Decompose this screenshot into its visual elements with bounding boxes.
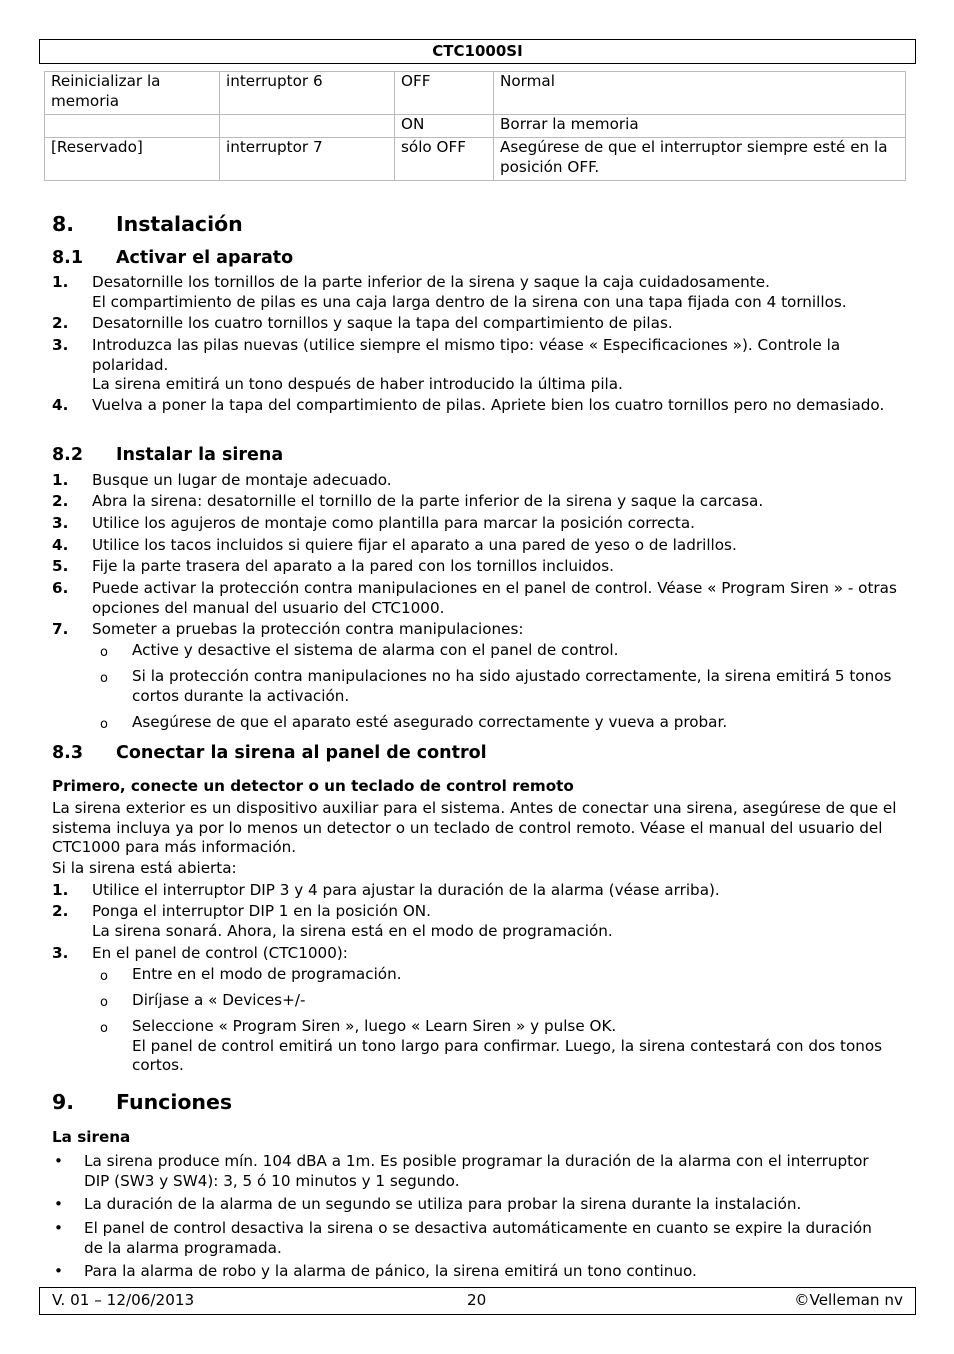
section-number: 8. (52, 212, 75, 236)
item-text: Desatornille los cuatro tornillos y saque la tapa del compartimiento de pilas. (92, 314, 673, 332)
item-number: 2. (52, 492, 69, 510)
item-text: El panel de control emitirá un tono largo para confirmar. Luego, la sirena contestará con dos tonos cortos. (132, 1036, 883, 1075)
subsection-number: 8.1 (52, 248, 84, 268)
sub-bullet-glyph: o (100, 645, 108, 660)
item-text: Utilice los tacos incluidos si quiere fijar el aparato a una pared de yeso o de ladrillos. (92, 536, 737, 554)
table-cell: interruptor 6 (220, 72, 395, 115)
item-text: Desatornille los tornillos de la parte inferior de la sirena y saque la caja cuidadosamente. (92, 273, 770, 291)
item-text: La sirena produce mín. 104 dBA a 1m. Es posible programar la duración de la alarma con el interruptor DIP (SW3 y SW4): 3, 5 ó 10 minutos y 1 segundo. (84, 1152, 869, 1190)
table-cell: Asegúrese de que el interruptor siempre esté en la posición OFF. (494, 138, 906, 181)
item-text: La sirena sonará. Ahora, la sirena está en el modo de programación. (92, 921, 613, 940)
table-cell: Reinicializar la memoria (45, 72, 220, 115)
item-number: 6. (52, 579, 69, 597)
footer-copyright: ©Velleman nv (794, 1291, 903, 1309)
paragraph-heading: Primero, conecte un detector o un teclado de control remoto (52, 777, 574, 795)
page-footer (39, 1287, 916, 1315)
table-cell (220, 115, 395, 138)
section-number: 9. (52, 1090, 75, 1114)
item-text: Si la protección contra manipulaciones no ha sido ajustado correctamente, la sirena emitirá 5 tonos cortos durante la activación. (132, 667, 892, 705)
table-row (45, 138, 906, 181)
subsection-title: Activar el aparato (116, 248, 294, 268)
item-number: 2. (52, 314, 69, 332)
item-number: 3. (52, 944, 69, 962)
item-number: 1. (52, 273, 69, 291)
item-text: El compartimiento de pilas es una caja larga dentro de la sirena con una tapa fijada con 4 tornillos. (92, 292, 847, 311)
item-text: La sirena emitirá un tono después de haber introducido la última pila. (92, 375, 623, 394)
paragraph: La sirena exterior es un dispositivo auxiliar para el sistema. Antes de conectar una sirena, asegúrese de que el sistema incluya ya por lo menos un detector o un teclado de control remoto. Véase el manual del usuario del CTC1000 para más información. (52, 799, 897, 857)
item-text: Introduzca las pilas nuevas (utilice siempre el mismo tipo: véase « Especificaciones »). Controle la polaridad. (92, 336, 841, 374)
table-row (45, 115, 906, 138)
table-cell: Normal (494, 72, 906, 115)
item-number: 4. (52, 536, 69, 554)
item-text: El panel de control desactiva la sirena o se desactiva automáticamente en cuanto se expire la duración de la alarma programada. (84, 1219, 872, 1257)
subsection-title: Conectar la sirena al panel de control (116, 743, 487, 763)
subsection-number: 8.2 (52, 445, 84, 465)
item-number: 1. (52, 471, 69, 489)
item-text: Utilice los agujeros de montaje como plantilla para marcar la posición correcta. (92, 514, 695, 532)
sub-bullet-glyph: o (100, 671, 108, 686)
section-title: Instalación (116, 212, 243, 236)
table-cell: [Reservado] (45, 138, 220, 181)
header-title: CTC1000SI (39, 39, 916, 64)
item-text: Someter a pruebas la protección contra manipulaciones: (92, 620, 524, 638)
item-text: Entre en el modo de programación. (132, 965, 402, 983)
table-row (45, 72, 906, 115)
item-text: En el panel de control (CTC1000): (92, 944, 348, 962)
section-title: Funciones (116, 1090, 233, 1114)
item-text: Asegúrese de que el aparato esté asegurado correctamente y vueva a probar. (132, 713, 728, 731)
footer-page-number: 20 (467, 1291, 487, 1309)
item-text: La duración de la alarma de un segundo se utiliza para probar la sirena durante la instalación. (84, 1195, 802, 1213)
sub-bullet-glyph: o (100, 995, 108, 1010)
item-text: Utilice el interruptor DIP 3 y 4 para ajustar la duración de la alarma (véase arriba). (92, 881, 720, 899)
table-cell: OFF (395, 72, 494, 115)
subsection-number: 8.3 (52, 743, 84, 763)
item-number: 4. (52, 396, 69, 414)
table-cell: Borrar la memoria (494, 115, 906, 138)
item-text: Abra la sirena: desatornille el tornillo de la parte inferior de la sirena y saque la carcasa. (92, 492, 764, 510)
item-text: Ponga el interruptor DIP 1 en la posición ON. (92, 902, 431, 920)
item-number: 2. (52, 902, 69, 920)
item-number: 1. (52, 881, 69, 899)
item-text: Busque un lugar de montaje adecuado. (92, 471, 392, 489)
item-text: Fije la parte trasera del aparato a la pared con los tornillos incluidos. (92, 557, 614, 575)
table-cell (45, 115, 220, 138)
item-text: Active y desactive el sistema de alarma con el panel de control. (132, 641, 619, 659)
subsection-title: Instalar la sirena (116, 445, 284, 465)
item-number: 7. (52, 620, 69, 638)
bullet-glyph: • (54, 1262, 63, 1280)
table-cell: ON (395, 115, 494, 138)
item-number: 5. (52, 557, 69, 575)
item-text: Vuelva a poner la tapa del compartimiento de pilas. Apriete bien los cuatro tornillos pero no demasiado. (92, 396, 885, 414)
item-text: Seleccione « Program Siren », luego « Learn Siren » y pulse OK. (132, 1017, 617, 1035)
footer-version: V. 01 – 12/06/2013 (52, 1291, 195, 1309)
bullet-glyph: • (54, 1152, 63, 1170)
paragraph: Si la sirena está abierta: (52, 859, 237, 877)
item-text: Diríjase a « Devices+/- (132, 991, 306, 1009)
item-number: 3. (52, 514, 69, 532)
bullet-glyph: • (54, 1219, 63, 1237)
sub-bullet-glyph: o (100, 969, 108, 984)
sub-bullet-glyph: o (100, 1021, 108, 1036)
sub-bullet-glyph: o (100, 717, 108, 732)
dip-switch-table (44, 71, 906, 181)
bullet-glyph: • (54, 1195, 63, 1213)
table-cell: interruptor 7 (220, 138, 395, 181)
item-text: Para la alarma de robo y la alarma de pánico, la sirena emitirá un tono continuo. (84, 1262, 697, 1280)
paragraph-heading: La sirena (52, 1128, 131, 1146)
item-text: Puede activar la protección contra manipulaciones en el panel de control. Véase « Program Siren » - otras opciones del manual del usuario del CTC1000. (92, 579, 897, 617)
table-cell: sólo OFF (395, 138, 494, 181)
item-number: 3. (52, 336, 69, 354)
